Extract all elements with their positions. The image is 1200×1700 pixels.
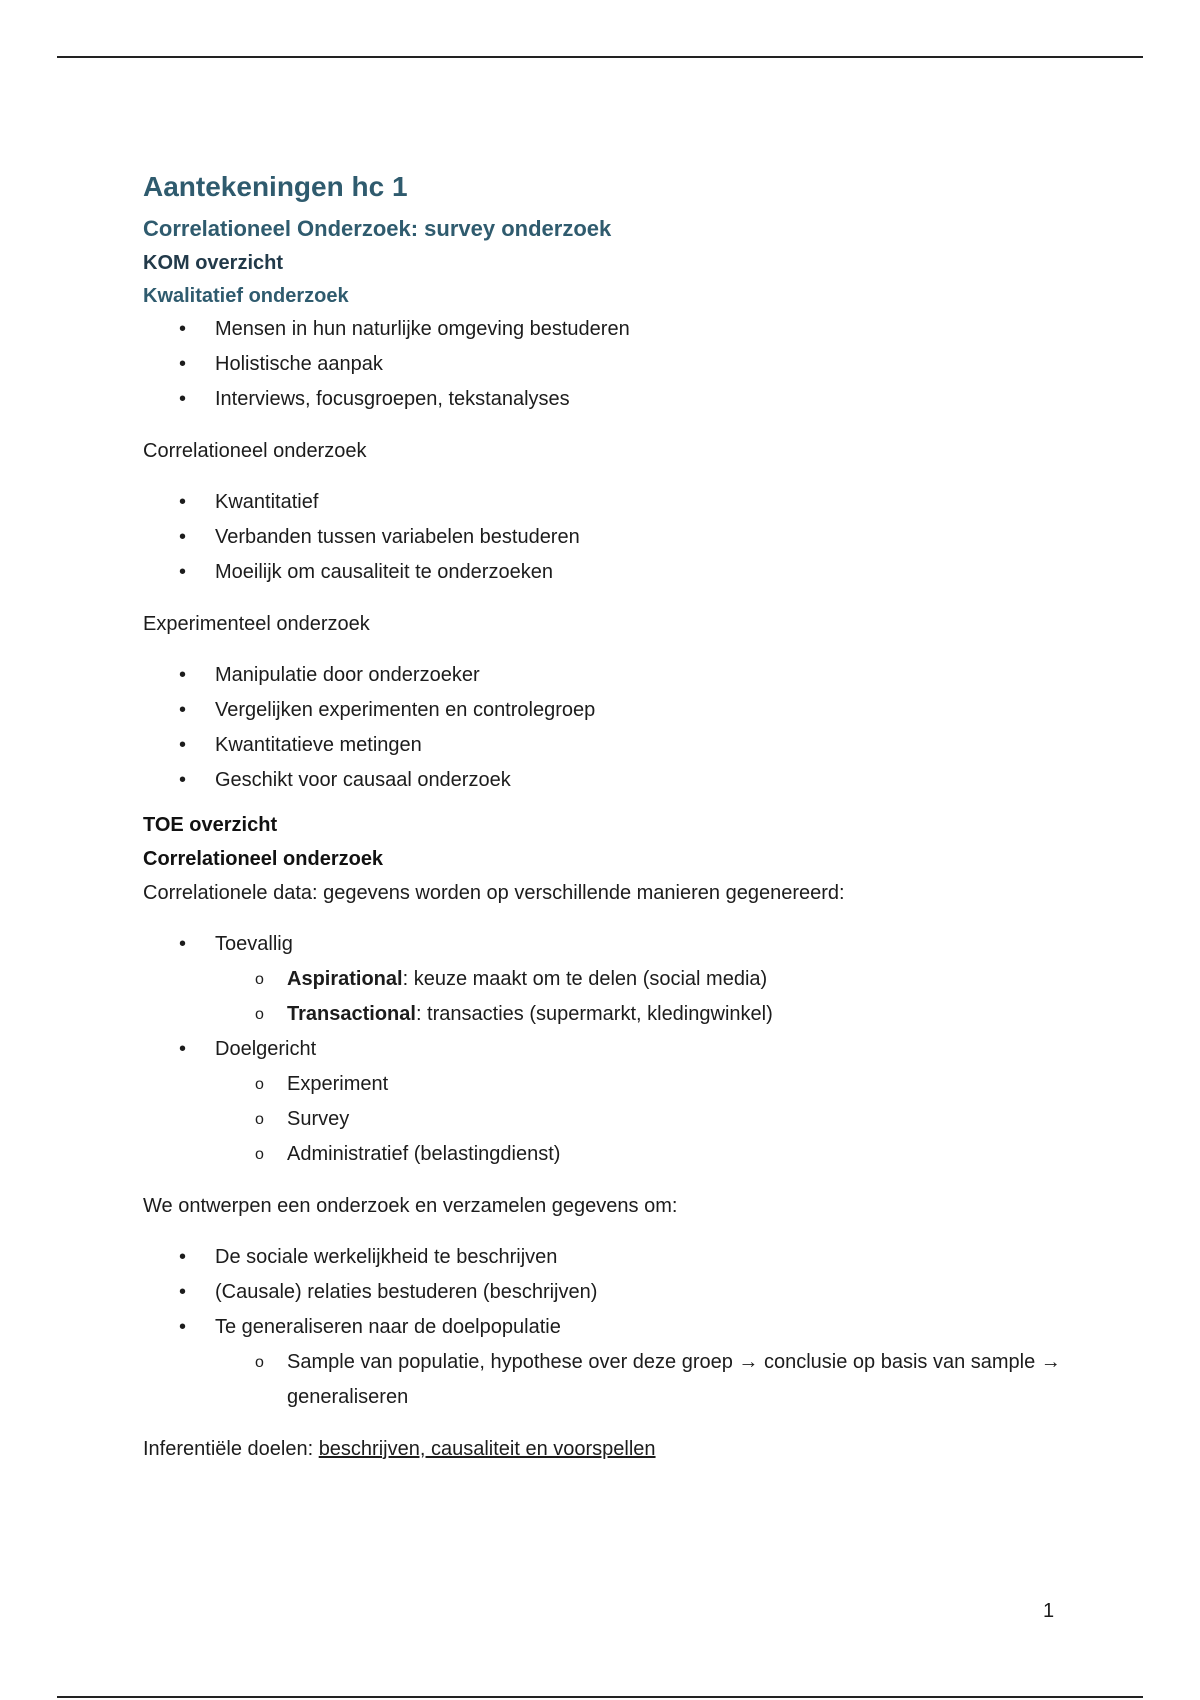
page-number: 1 xyxy=(1043,1600,1055,1622)
page-title: Aantekeningen hc 1 xyxy=(143,171,408,202)
generaliseren-label: Te generaliseren naar de doelpopulatie xyxy=(215,1316,561,1338)
list-item: • Moeilijk om causaliteit te onderzoeken xyxy=(143,555,1073,590)
aspirational-term: Aspirational xyxy=(287,968,403,990)
footer-rule xyxy=(57,1696,1143,1698)
data-types-list xyxy=(143,927,1073,1172)
list-item: • (Causale) relaties bestuderen (beschrijven) xyxy=(143,1275,1073,1310)
list-item: • Interviews, focusgroepen, tekstanalyses xyxy=(143,382,1073,417)
list-item: • Kwantitatief xyxy=(143,485,1073,520)
transactional-term: Transactional xyxy=(287,1003,416,1025)
doelgericht-label: Doelgericht xyxy=(215,1038,317,1060)
kwalitatief-heading: Kwalitatief onderzoek xyxy=(143,285,349,307)
inferentieel-line xyxy=(143,1432,1073,1466)
ontwerp-list xyxy=(143,1240,1073,1415)
header-rule xyxy=(57,56,1143,58)
list-item-doelgericht xyxy=(143,1032,1073,1172)
toevallig-sublist xyxy=(215,962,1073,1032)
document-body xyxy=(143,166,1073,1466)
toevallig-label: Toevallig xyxy=(215,933,293,955)
kom-heading: KOM overzicht xyxy=(143,252,284,274)
generaliseren-sublist xyxy=(215,1345,1073,1415)
toe-intro: Correlationele data: gegevens worden op verschillende manieren gegenereerd: xyxy=(143,882,845,904)
ontwerp-intro: We ontwerpen een onderzoek en verzamelen gegevens om: xyxy=(143,1195,678,1217)
list-item: • Mensen in hun naturlijke omgeving bestuderen xyxy=(143,312,1073,347)
list-item: o Sample van populatie, hypothese over deze groep → conclusie op basis van sample → generaliseren xyxy=(215,1345,1073,1415)
list-item: o Experiment xyxy=(215,1067,1073,1102)
list-item: • Kwantitatieve metingen xyxy=(143,728,1073,763)
list-item-toevallig xyxy=(143,927,1073,1032)
list-item: • Holistische aanpak xyxy=(143,347,1073,382)
list-item: • Manipulatie door onderzoeker xyxy=(143,658,1073,693)
list-item xyxy=(215,997,1073,1032)
list-item: o Survey xyxy=(215,1102,1073,1137)
list-item: • Geschikt voor causaal onderzoek xyxy=(143,763,1073,798)
experimenteel-list xyxy=(143,658,1073,798)
aspirational-text: : keuze maakt om te delen (social media) xyxy=(402,968,768,990)
correlationeel-list xyxy=(143,485,1073,590)
inferentieel-doelen: beschrijven, causaliteit en voorspellen xyxy=(318,1438,656,1460)
inferentieel-label: Inferentiële doelen: xyxy=(143,1438,319,1460)
transactional-text: : transacties (supermarkt, kledingwinkel) xyxy=(415,1003,773,1025)
doelgericht-sublist xyxy=(215,1067,1073,1172)
correlationeel-heading: Correlationeel onderzoek xyxy=(143,440,367,462)
list-item: o Administratief (belastingdienst) xyxy=(215,1137,1073,1172)
toe-subheading: Correlationeel onderzoek xyxy=(143,848,384,870)
toe-heading: TOE overzicht xyxy=(143,814,278,836)
list-item: • Vergelijken experimenten en controlegroep xyxy=(143,693,1073,728)
list-item xyxy=(143,1310,1073,1415)
list-item: • Verbanden tussen variabelen bestuderen xyxy=(143,520,1073,555)
list-item: • De sociale werkelijkheid te beschrijven xyxy=(143,1240,1073,1275)
page-subtitle: Correlationeel Onderzoek: survey onderzoek xyxy=(143,216,612,241)
kwalitatief-list xyxy=(143,312,1073,417)
list-item xyxy=(215,962,1073,997)
experimenteel-heading: Experimenteel onderzoek xyxy=(143,613,370,635)
